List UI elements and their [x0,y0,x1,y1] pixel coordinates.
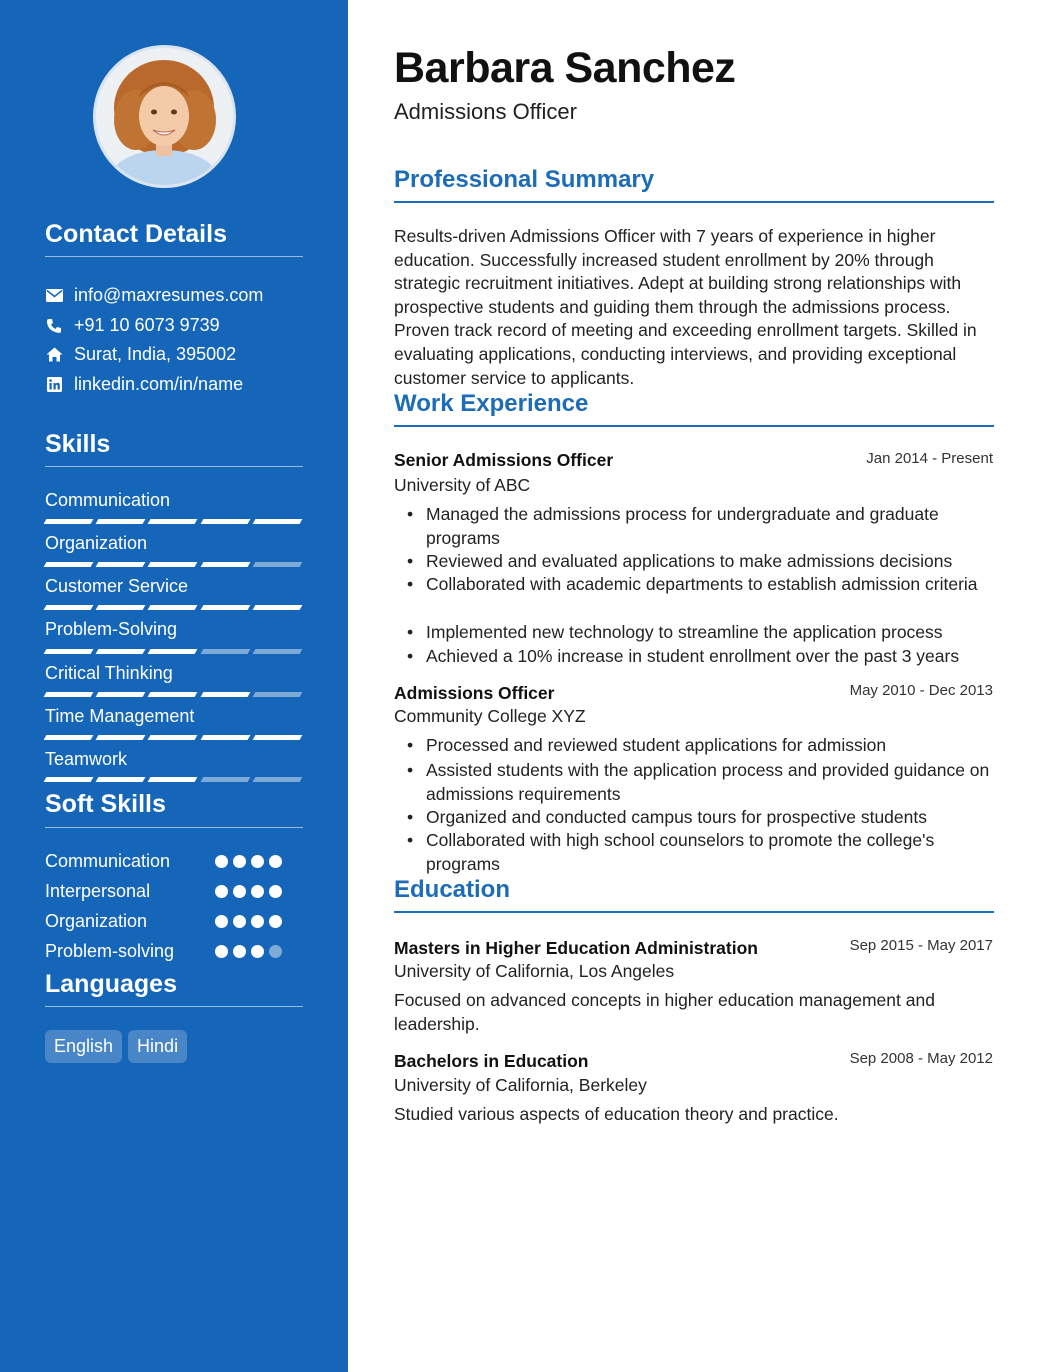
job-organization: University of ABC [394,475,531,495]
soft-skill-label: Organization [45,911,148,931]
languages-heading: Languages [45,970,177,998]
job-dates: Jan 2014 - Present [866,450,993,467]
soft-skill-rating [215,855,282,868]
skill-bar-segment [148,777,198,782]
skill-bar-segment [252,562,302,567]
job-dates: May 2010 - Dec 2013 [849,682,993,699]
job-bullet: • Processed and reviewed student applications for admission [426,734,996,758]
degree-dates: Sep 2008 - May 2012 [849,1050,993,1067]
skill-bar-segment [148,735,198,740]
skill-bar-segment [252,605,302,610]
skill-level-bar [45,605,301,611]
rating-dot [269,855,282,868]
candidate-name: Barbara Sanchez [394,44,736,92]
language-tag: Hindi [128,1030,187,1063]
soft-skill-label: Communication [45,851,171,871]
skill-level-bar [45,519,301,525]
degree-dates: Sep 2015 - May 2017 [849,937,993,954]
skill-label: Time Management [45,706,195,726]
degree-description: Studied various aspects of education theory and practice. [394,1104,839,1124]
sidebar [0,0,348,1372]
skill-level-bar [45,692,301,698]
skill-level-bar [45,562,301,568]
skill-bar-segment [200,735,250,740]
soft-skill-label: Problem-solving [45,941,175,961]
soft-skill-rating [215,945,282,958]
job-bullet: • Managed the admissions process for undergraduate and graduate programs [426,503,996,550]
soft-skills-heading: Soft Skills [45,790,166,818]
skill-bar-segment [200,562,250,567]
school-name: University of California, Berkeley [394,1075,647,1095]
soft-skill-rating [215,885,282,898]
skill-bar-segment [252,777,302,782]
rating-dot [269,945,282,958]
rating-dot [251,915,264,928]
rating-dot [215,885,228,898]
skill-bar-segment [44,649,94,654]
profile-photo [96,48,233,185]
rating-dot [215,945,228,958]
experience-heading: Work Experience [394,390,589,417]
skill-level-bar [45,735,301,741]
degree-title: Bachelors in Education [394,1051,589,1071]
skill-level-bar [45,777,301,783]
skills-divider [45,466,303,467]
job-bullet: • Assisted students with the application process and provided guidance on admissions requirements [426,759,996,806]
skill-label: Customer Service [45,576,189,596]
skill-label: Communication [45,490,171,510]
job-bullet: • Implemented new technology to streamline the application process [426,621,996,645]
skill-bar-segment [96,562,146,567]
contact-heading: Contact Details [45,220,227,248]
skill-bar-segment [252,519,302,524]
candidate-title: Admissions Officer [394,99,577,124]
language-tag: English [45,1030,122,1063]
contact-divider [45,256,303,257]
phone-icon [45,317,63,335]
home-icon [45,346,63,364]
phone-text: +91 10 6073 9739 [74,315,220,335]
skill-bar-segment [148,562,198,567]
soft-skill-rating [215,915,282,928]
skill-bar-segment [200,649,250,654]
degree-description: Focused on advanced concepts in higher education management and leadership. [394,990,935,1034]
rating-dot [215,855,228,868]
linkedin-icon [45,376,63,394]
rating-dot [251,855,264,868]
skill-bar-segment [252,692,302,697]
languages-divider [45,1006,303,1007]
skill-bar-segment [96,605,146,610]
skill-bar-segment [200,605,250,610]
rating-dot [233,915,246,928]
skill-bar-segment [148,692,198,697]
summary-divider [394,201,994,203]
education-heading: Education [394,876,511,903]
job-bullet: • Achieved a 10% increase in student enrollment over the past 3 years [426,645,996,669]
skill-bar-segment [148,605,198,610]
rating-dot [251,945,264,958]
skill-bar-segment [96,777,146,782]
summary-heading: Professional Summary [394,166,655,193]
skill-bar-segment [252,735,302,740]
skill-bar-segment [44,605,94,610]
rating-dot [269,915,282,928]
skill-bar-segment [44,692,94,697]
envelope-icon [45,287,63,305]
rating-dot [233,945,246,958]
languages-list [45,1030,187,1063]
skill-bar-segment [96,692,146,697]
skill-label: Problem-Solving [45,619,178,639]
skill-bar-segment [96,519,146,524]
skill-bar-segment [44,519,94,524]
job-organization: Community College XYZ [394,706,586,726]
rating-dot [269,885,282,898]
skill-bar-segment [148,649,198,654]
experience-divider [394,425,994,427]
soft-skills-divider [45,827,303,828]
contact-location [45,344,236,365]
degree-title: Masters in Higher Education Administration [394,938,758,958]
school-name: University of California, Los Angeles [394,961,675,981]
contact-linkedin[interactable] [45,374,243,395]
skill-bar-segment [44,735,94,740]
skill-bar-segment [96,735,146,740]
location-text: Surat, India, 395002 [74,344,237,364]
rating-dot [215,915,228,928]
skills-heading: Skills [45,430,111,458]
skill-bar-segment [200,692,250,697]
job-bullet: • Collaborated with academic departments to establish admission criteria [426,573,996,597]
job-title: Admissions Officer [394,683,555,703]
rating-dot [251,885,264,898]
linkedin-text: linkedin.com/in/name [74,374,244,394]
skill-label: Organization [45,533,148,553]
skill-bar-segment [252,649,302,654]
job-bullet: • Collaborated with high school counselors to promote the college's programs [426,829,996,876]
job-bullet: • Reviewed and evaluated applications to make admissions decisions [426,550,996,574]
rating-dot [233,855,246,868]
education-divider [394,911,994,913]
skill-bar-segment [200,777,250,782]
job-title: Senior Admissions Officer [394,450,614,470]
contact-email[interactable] [45,285,263,306]
skill-bar-segment [96,649,146,654]
skill-label: Critical Thinking [45,663,173,683]
rating-dot [233,885,246,898]
skill-bar-segment [148,519,198,524]
skill-bar-segment [44,562,94,567]
skill-label: Teamwork [45,749,128,769]
skill-bar-segment [200,519,250,524]
avatar [93,45,236,188]
email-text: info@maxresumes.com [74,285,264,305]
job-bullet: • Organized and conducted campus tours for prospective students [426,806,996,830]
skill-level-bar [45,649,301,655]
contact-phone[interactable] [45,315,220,336]
summary-text: Results-driven Admissions Officer with 7 years of experience in higher education. Successfully increased student enrollment by 20% through strategic recruitment initiatives. Adept at building strong relationships with prospective students and guiding them through the admissions process. Proven track record of meeting and exceeding enrollment targets. Skilled in evaluating applications, conducting interviews, and providing exceptional customer service to applicants. [394,226,977,388]
soft-skill-label: Interpersonal [45,881,151,901]
skill-bar-segment [44,777,94,782]
